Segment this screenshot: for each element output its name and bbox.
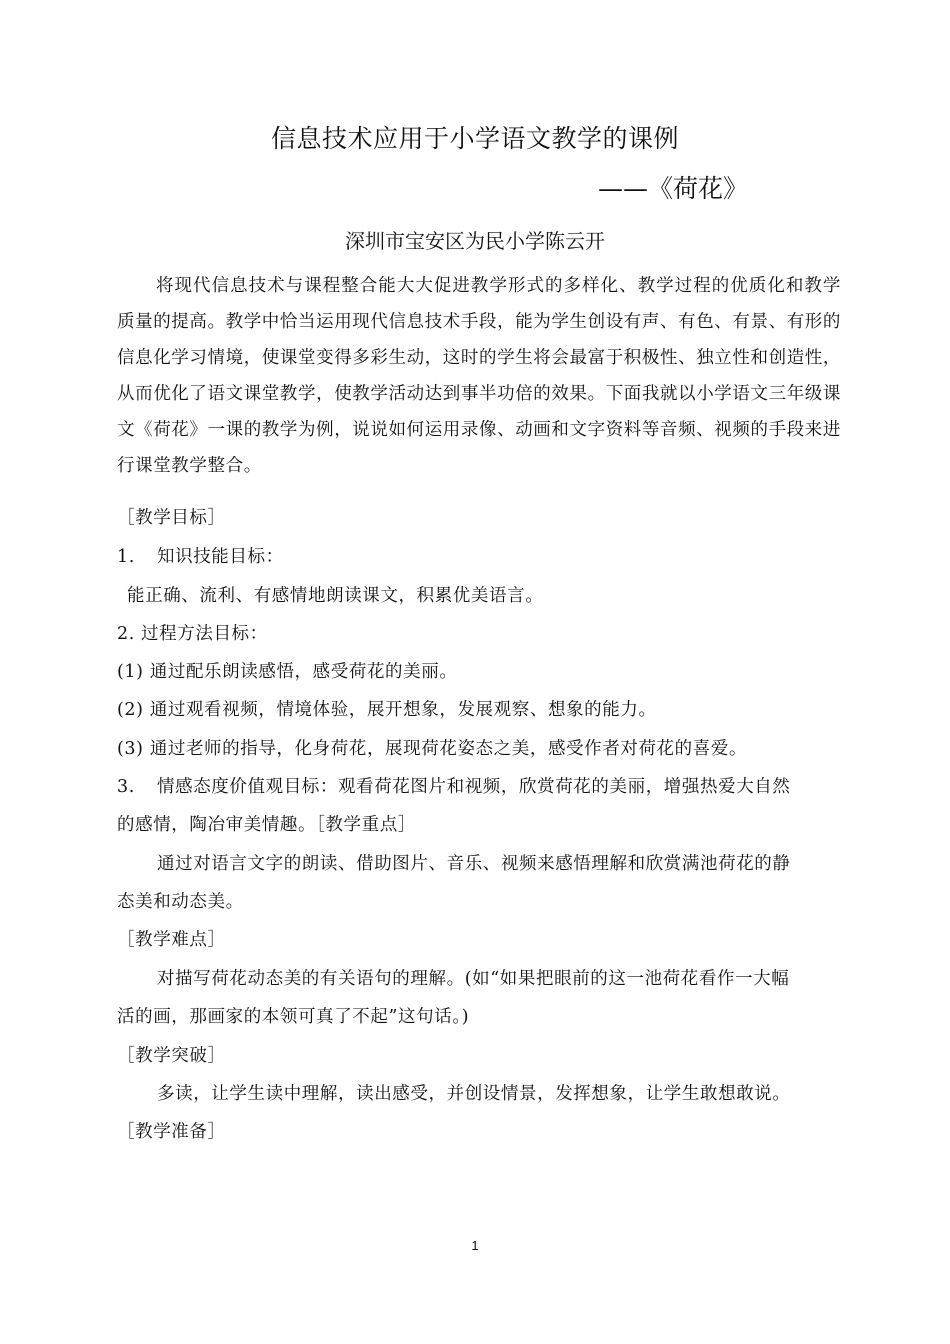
document-subtitle: ——《荷花》 bbox=[598, 174, 749, 203]
breakthrough-heading: ［教学突破］ bbox=[117, 1046, 226, 1066]
difficulty-heading: ［教学难点］ bbox=[117, 930, 226, 950]
goal3-number: 3. bbox=[117, 777, 135, 797]
goal2-item-3: (3) 通过老师的指导，化身荷花，展现荷花姿态之美，感受作者对荷花的喜爱。 bbox=[117, 739, 748, 759]
page-number: 1 bbox=[471, 1238, 479, 1253]
key-heading: ［教学重点］ bbox=[316, 815, 416, 835]
key-line-1: 通过对语言文字的朗读、借助图片、音乐、视频来感悟理解和欣赏满池荷花的静 bbox=[157, 854, 791, 874]
goal1-label: 知识技能目标： bbox=[157, 547, 284, 567]
goals-heading: ［教学目标］ bbox=[117, 508, 226, 528]
goal2-item-1: (1) 通过配乐朗读感悟，感受荷花的美丽。 bbox=[117, 662, 458, 682]
difficulty-line-1: 对描写荷花动态美的有关语句的理解。(如“如果把眼前的这一池荷花看作一大幅 bbox=[157, 969, 790, 989]
document-title: 信息技术应用于小学语文教学的课例 bbox=[270, 124, 679, 153]
goal2-item-2: (2) 通过观看视频，情境体验，展开想象，发展观察、想象的能力。 bbox=[117, 700, 657, 720]
goal1-text: 能正确、流利、有感情地朗读课文，积累优美语言。 bbox=[127, 586, 544, 606]
document-author: 深圳市宝安区为民小学陈云开 bbox=[345, 229, 605, 253]
goal2-label: 2. 过程方法目标： bbox=[117, 624, 268, 644]
goal1-number: 1. bbox=[117, 547, 135, 567]
difficulty-line-2: 活的画，那画家的本领可真了不起”这句话。) bbox=[117, 1007, 470, 1027]
preparation-heading: ［教学准备］ bbox=[117, 1122, 226, 1142]
goal3-line-2 bbox=[117, 807, 416, 843]
key-line-2: 态美和动态美。 bbox=[117, 892, 244, 912]
breakthrough-text: 多读，让学生读中理解，读出感受，并创设情景，发挥想象，让学生敢想敢说。 bbox=[157, 1084, 791, 1104]
intro-paragraph: 将现代信息技术与课程整合能大大促进教学形式的多样化、教学过程的优质化和教学质量的提高。教学中恰当运用现代信息技术手段，能为学生创设有声、有色、有景、有形的信息化学习情境，使课堂变得多彩生动，这时的学生将会最富于积极性、独立性和创造性，从而优化了语文课堂教学，使教学活动达到事半功倍的效果。下面我就以小学语文三年级课文《荷花》一课的教学为例，说说如何运用录像、动画和文字资料等音频、视频的手段来进行课堂教学整合。 bbox=[117, 276, 841, 476]
goal3-line-2-text: 的感情，陶冶审美情趣。 bbox=[117, 815, 317, 835]
goal3-line-1: 情感态度价值观目标：观看荷花图片和视频，欣赏荷花的美丽，增强热爱大自然 bbox=[157, 777, 791, 797]
